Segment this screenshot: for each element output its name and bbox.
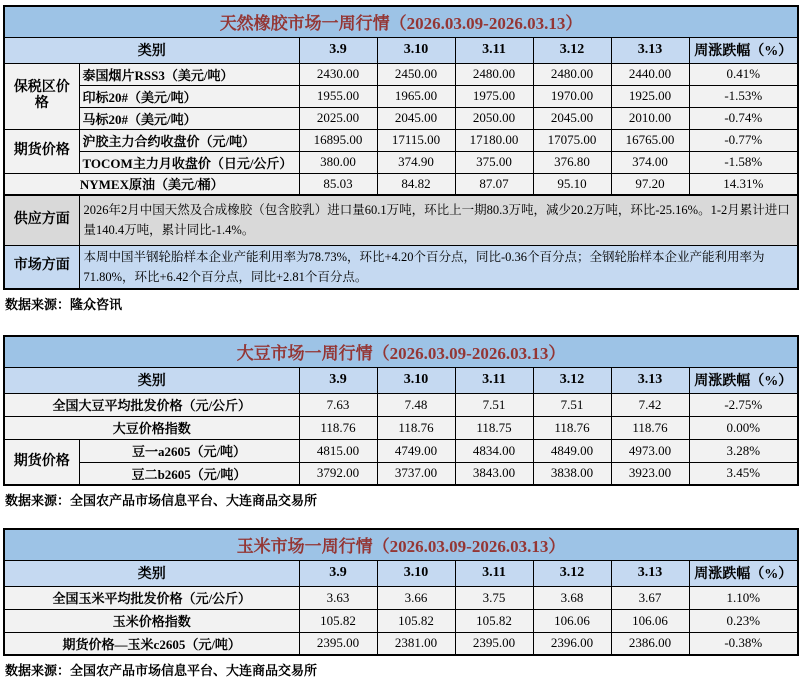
value-cell: 380.00 bbox=[299, 151, 377, 173]
value-cell: 85.03 bbox=[299, 173, 377, 195]
row-label: 豆一a2605（元/吨） bbox=[79, 439, 299, 462]
table-row bbox=[4, 462, 798, 485]
value-cell: 95.10 bbox=[533, 173, 611, 195]
value-cell: 1955.00 bbox=[299, 85, 377, 107]
column-header: 3.9 bbox=[299, 560, 377, 586]
column-header: 3.13 bbox=[611, 560, 689, 586]
value-cell: 2386.00 bbox=[611, 632, 689, 655]
row-label: 期货价格—玉米c2605（元/吨） bbox=[4, 632, 299, 655]
value-cell: 1.10% bbox=[689, 586, 798, 609]
value-cell: 118.76 bbox=[533, 416, 611, 439]
value-cell: -1.53% bbox=[689, 85, 798, 107]
value-cell: 106.06 bbox=[611, 609, 689, 632]
row-label: NYMEX原油（美元/桶） bbox=[4, 173, 299, 195]
note-label: 市场方面 bbox=[4, 245, 79, 289]
value-cell: 375.00 bbox=[455, 151, 533, 173]
value-cell: 0.23% bbox=[689, 609, 798, 632]
value-cell: 3.68 bbox=[533, 586, 611, 609]
value-cell: 2480.00 bbox=[455, 63, 533, 85]
value-cell: 4973.00 bbox=[611, 439, 689, 462]
corn-market-table bbox=[3, 528, 799, 656]
value-cell: 2480.00 bbox=[533, 63, 611, 85]
value-cell: 374.90 bbox=[377, 151, 455, 173]
table-header-row bbox=[4, 560, 798, 586]
value-cell: 4849.00 bbox=[533, 439, 611, 462]
value-cell: 7.48 bbox=[377, 393, 455, 416]
column-header: 3.11 bbox=[455, 37, 533, 63]
column-header: 3.12 bbox=[533, 37, 611, 63]
value-cell: 2045.00 bbox=[533, 107, 611, 129]
value-cell: 16765.00 bbox=[611, 129, 689, 151]
value-cell: 105.82 bbox=[455, 609, 533, 632]
value-cell: -0.77% bbox=[689, 129, 798, 151]
table-title: 天然橡胶市场一周行情（2026.03.09-2026.03.13） bbox=[4, 6, 798, 37]
column-header: 周涨跌幅（%） bbox=[689, 37, 798, 63]
value-cell: 84.82 bbox=[377, 173, 455, 195]
row-label: 豆二b2605（元/吨） bbox=[79, 462, 299, 485]
row-label: 印标20#（美元/吨） bbox=[79, 85, 299, 107]
value-cell: 106.06 bbox=[533, 609, 611, 632]
value-cell: 16895.00 bbox=[299, 129, 377, 151]
value-cell: 3.75 bbox=[455, 586, 533, 609]
soybean-market-section bbox=[3, 335, 797, 508]
value-cell: 7.42 bbox=[611, 393, 689, 416]
table-title: 玉米市场一周行情（2026.03.09-2026.03.13） bbox=[4, 529, 798, 560]
value-cell: 118.76 bbox=[611, 416, 689, 439]
column-header: 周涨跌幅（%） bbox=[689, 560, 798, 586]
value-cell: 1975.00 bbox=[455, 85, 533, 107]
row-group-label: 期货价格 bbox=[4, 439, 79, 485]
value-cell: 97.20 bbox=[611, 173, 689, 195]
column-header: 类别 bbox=[4, 367, 299, 393]
value-cell: 17075.00 bbox=[533, 129, 611, 151]
note-text: 2026年2月中国天然及合成橡胶（包含胶乳）进口量60.1万吨，环比上一期80.3万吨，减少20.2万吨，环比-25.16%。1-2月累计进口量140.4万吨，累计同比-1.4%。 bbox=[79, 195, 798, 245]
value-cell: 374.00 bbox=[611, 151, 689, 173]
value-cell: 3792.00 bbox=[299, 462, 377, 485]
value-cell: 118.76 bbox=[377, 416, 455, 439]
column-header: 3.12 bbox=[533, 367, 611, 393]
column-header: 3.13 bbox=[611, 37, 689, 63]
value-cell: 4815.00 bbox=[299, 439, 377, 462]
value-cell: 7.63 bbox=[299, 393, 377, 416]
value-cell: 0.00% bbox=[689, 416, 798, 439]
value-cell: 3.66 bbox=[377, 586, 455, 609]
value-cell: 2381.00 bbox=[377, 632, 455, 655]
data-source: 数据来源：全国农产品市场信息平台、大连商品交易所 bbox=[5, 493, 318, 508]
column-header: 3.11 bbox=[455, 560, 533, 586]
value-cell: 3737.00 bbox=[377, 462, 455, 485]
value-cell: -0.38% bbox=[689, 632, 798, 655]
value-cell: 2430.00 bbox=[299, 63, 377, 85]
note-row bbox=[4, 245, 798, 289]
value-cell: 118.76 bbox=[299, 416, 377, 439]
value-cell: 3838.00 bbox=[533, 462, 611, 485]
note-label: 供应方面 bbox=[4, 195, 79, 245]
value-cell: -2.75% bbox=[689, 393, 798, 416]
rubber-market-table bbox=[3, 5, 799, 290]
table-row bbox=[4, 609, 798, 632]
column-header: 类别 bbox=[4, 560, 299, 586]
table-title-row bbox=[4, 336, 798, 367]
note-row bbox=[4, 195, 798, 245]
column-header: 类别 bbox=[4, 37, 299, 63]
table-title: 大豆市场一周行情（2026.03.09-2026.03.13） bbox=[4, 336, 798, 367]
value-cell: 118.75 bbox=[455, 416, 533, 439]
row-group-label: 保税区价格 bbox=[4, 63, 79, 129]
column-header: 3.10 bbox=[377, 367, 455, 393]
row-label: 沪胶主力合约收盘价（元/吨） bbox=[79, 129, 299, 151]
value-cell: -0.74% bbox=[689, 107, 798, 129]
table-header-row bbox=[4, 37, 798, 63]
table-row bbox=[4, 393, 798, 416]
value-cell: 4749.00 bbox=[377, 439, 455, 462]
value-cell: 2025.00 bbox=[299, 107, 377, 129]
table-row bbox=[4, 632, 798, 655]
data-source: 数据来源：隆众咨讯 bbox=[5, 297, 123, 312]
value-cell: 0.41% bbox=[689, 63, 798, 85]
table-row bbox=[4, 439, 798, 462]
value-cell: 17180.00 bbox=[455, 129, 533, 151]
column-header: 3.10 bbox=[377, 560, 455, 586]
value-cell: 2050.00 bbox=[455, 107, 533, 129]
column-header: 3.12 bbox=[533, 560, 611, 586]
value-cell: 2010.00 bbox=[611, 107, 689, 129]
value-cell: 87.07 bbox=[455, 173, 533, 195]
column-header: 3.10 bbox=[377, 37, 455, 63]
value-cell: 1970.00 bbox=[533, 85, 611, 107]
value-cell: -1.58% bbox=[689, 151, 798, 173]
row-label: TOCOM主力月收盘价（日元/公斤） bbox=[79, 151, 299, 173]
value-cell: 3.67 bbox=[611, 586, 689, 609]
value-cell: 3923.00 bbox=[611, 462, 689, 485]
column-header: 3.11 bbox=[455, 367, 533, 393]
value-cell: 2450.00 bbox=[377, 63, 455, 85]
row-label: 泰国烟片RSS3（美元/吨） bbox=[79, 63, 299, 85]
value-cell: 2395.00 bbox=[455, 632, 533, 655]
value-cell: 3.45% bbox=[689, 462, 798, 485]
rubber-market-section bbox=[3, 5, 797, 312]
row-label: 全国玉米平均批发价格（元/公斤） bbox=[4, 586, 299, 609]
corn-market-section bbox=[3, 528, 797, 678]
value-cell: 376.80 bbox=[533, 151, 611, 173]
value-cell: 2396.00 bbox=[533, 632, 611, 655]
row-label: 全国大豆平均批发价格（元/公斤） bbox=[4, 393, 299, 416]
column-header: 3.9 bbox=[299, 37, 377, 63]
value-cell: 4834.00 bbox=[455, 439, 533, 462]
soybean-market-table bbox=[3, 335, 799, 486]
table-row bbox=[4, 129, 798, 151]
value-cell: 7.51 bbox=[455, 393, 533, 416]
column-header: 3.13 bbox=[611, 367, 689, 393]
table-header-row bbox=[4, 367, 798, 393]
table-row bbox=[4, 63, 798, 85]
value-cell: 105.82 bbox=[299, 609, 377, 632]
table-title-row bbox=[4, 529, 798, 560]
data-source: 数据来源：全国农产品市场信息平台、大连商品交易所 bbox=[5, 663, 318, 678]
row-label: 玉米价格指数 bbox=[4, 609, 299, 632]
value-cell: 3.63 bbox=[299, 586, 377, 609]
table-title-row bbox=[4, 6, 798, 37]
table-row bbox=[4, 151, 798, 173]
value-cell: 3.28% bbox=[689, 439, 798, 462]
note-text: 本周中国半钢轮胎样本企业产能利用率为78.73%，环比+4.20个百分点，同比-0.36个百分点；全钢轮胎样本企业产能利用率为71.80%，环比+6.42个百分点，同比+2.81个百分点。 bbox=[79, 245, 798, 289]
table-row bbox=[4, 85, 798, 107]
row-group-label: 期货价格 bbox=[4, 129, 79, 173]
value-cell: 3843.00 bbox=[455, 462, 533, 485]
value-cell: 2395.00 bbox=[299, 632, 377, 655]
value-cell: 7.51 bbox=[533, 393, 611, 416]
table-row bbox=[4, 586, 798, 609]
row-label: 马标20#（美元/吨） bbox=[79, 107, 299, 129]
table-row bbox=[4, 173, 798, 195]
value-cell: 105.82 bbox=[377, 609, 455, 632]
value-cell: 2440.00 bbox=[611, 63, 689, 85]
row-label: 大豆价格指数 bbox=[4, 416, 299, 439]
value-cell: 14.31% bbox=[689, 173, 798, 195]
value-cell: 2045.00 bbox=[377, 107, 455, 129]
value-cell: 1925.00 bbox=[611, 85, 689, 107]
table-row bbox=[4, 107, 798, 129]
value-cell: 17115.00 bbox=[377, 129, 455, 151]
value-cell: 1965.00 bbox=[377, 85, 455, 107]
table-row bbox=[4, 416, 798, 439]
column-header: 3.9 bbox=[299, 367, 377, 393]
column-header: 周涨跌幅（%） bbox=[689, 367, 798, 393]
